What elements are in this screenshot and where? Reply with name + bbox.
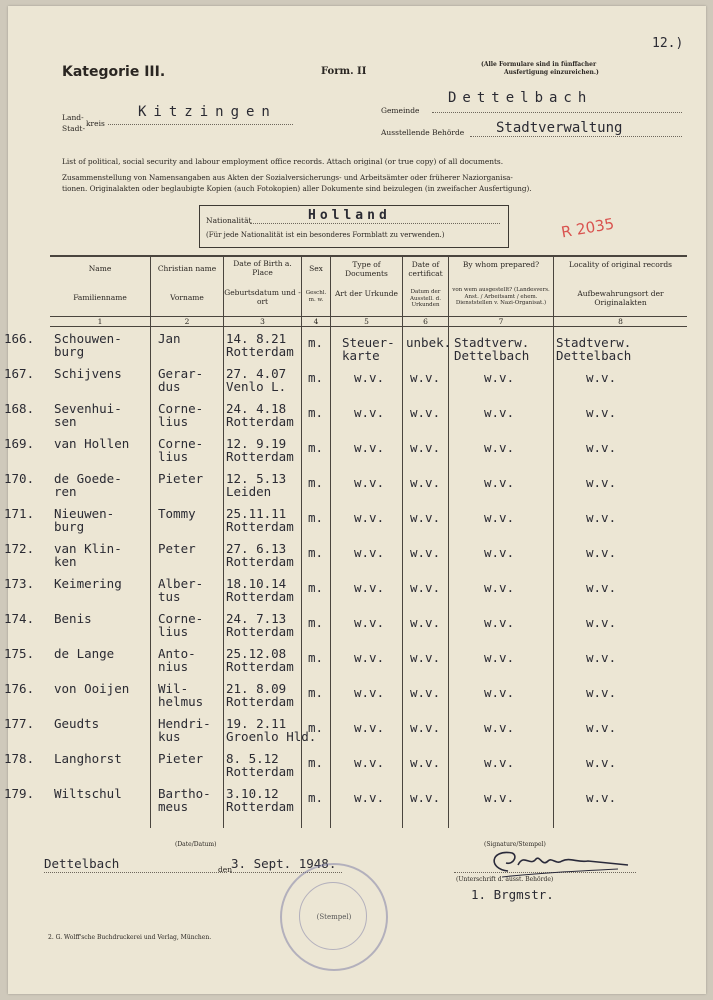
birth-place: Venlo L. — [226, 379, 287, 394]
first-name: Wil- — [158, 681, 189, 696]
family-name: Nieuwen- — [54, 506, 115, 521]
first-name: Tommy — [158, 506, 196, 521]
sex: m. — [308, 650, 324, 665]
page-number: 12.) — [652, 36, 684, 51]
prepared-by: w.v. — [484, 580, 515, 595]
family-name: von Ooijen — [54, 681, 130, 696]
family-name: Schouwen- — [54, 331, 122, 346]
certificate-date: w.v. — [410, 685, 441, 700]
first-name: Alber- — [158, 576, 204, 591]
table-row — [4, 436, 706, 472]
document-type: w.v. — [354, 510, 385, 525]
first-name: Hendri- — [158, 716, 211, 731]
archive-annotation: R 2035 — [559, 214, 616, 242]
col-loc-de: Aufbewahrungsort der Originalakten — [577, 289, 664, 307]
first-name-cont: meus — [158, 799, 189, 814]
row-number: 173. — [4, 576, 35, 591]
behoerde-line — [470, 136, 682, 137]
certificate-date: w.v. — [410, 510, 441, 525]
prepared-by: w.v. — [484, 615, 515, 630]
document-type: w.v. — [354, 440, 385, 455]
col-num-5: 5 — [364, 317, 369, 326]
table-top-border — [50, 255, 687, 257]
birth-place: Rotterdam — [226, 764, 294, 779]
birth-place: Rotterdam — [226, 589, 294, 604]
kreis-value: Kitzingen — [138, 104, 277, 120]
sex: m. — [308, 685, 324, 700]
certificate-date: w.v. — [410, 440, 441, 455]
col-by-de: von wem ausgestellt? (Landesvers. Anst. / Arbeitsamt / ehem. Dienststellen v. Nazi-Organisat.) — [452, 287, 550, 306]
sex: m. — [308, 615, 324, 630]
col-num-4: 4 — [313, 317, 319, 326]
prepared-by: w.v. — [484, 440, 515, 455]
birth-place: Groenlo Hld. — [226, 729, 317, 744]
instructions-german-1: Zusammenstellung von Namensangaben aus Akten der Sozialversicherungs- und Arbeitsämter oder früherer Naziorganisa- — [62, 173, 513, 182]
family-name: de Goede- — [54, 471, 122, 486]
birth-place: Rotterdam — [226, 449, 294, 464]
prepared-by: w.v. — [484, 475, 515, 490]
document-type: Steuer- — [342, 335, 395, 350]
prepared-by: w.v. — [484, 685, 515, 700]
family-name: Langhorst — [54, 751, 122, 766]
prepared-by: w.v. — [484, 650, 515, 665]
certificate-date: w.v. — [410, 580, 441, 595]
copies-note-1: (Alle Formulare sind in fünffacher — [481, 61, 597, 68]
col-birth-en: Date of Birth a. Place — [233, 259, 292, 277]
row-number: 175. — [4, 646, 35, 661]
sex: m. — [308, 370, 324, 385]
birth-date: 14. 8.21 — [226, 331, 287, 346]
first-name: Peter — [158, 541, 196, 556]
first-name: Pieter — [158, 471, 204, 486]
col-name-de: Familienname — [73, 293, 127, 302]
document-type: w.v. — [354, 370, 385, 385]
birth-date: 12. 5.13 — [226, 471, 287, 486]
birth-place: Rotterdam — [226, 554, 294, 569]
row-number: 168. — [4, 401, 35, 416]
table-row — [4, 401, 706, 437]
sex: m. — [308, 720, 324, 735]
family-name-cont: ken — [54, 554, 77, 569]
first-name: Anto- — [158, 646, 196, 661]
record-locality: w.v. — [586, 615, 617, 630]
certificate-date: w.v. — [410, 405, 441, 420]
family-name: de Lange — [54, 646, 115, 661]
sex: m. — [308, 475, 324, 490]
row-number: 171. — [4, 506, 35, 521]
column-number-divider — [50, 326, 687, 327]
document-type: w.v. — [354, 650, 385, 665]
record-locality: w.v. — [586, 545, 617, 560]
col-loc-en: Locality of original records — [568, 260, 673, 269]
row-number: 178. — [4, 751, 35, 766]
printer-imprint: 2. G. Wolff'sche Buchdruckerei und Verlag, München. — [48, 934, 212, 941]
birth-date: 25.11.11 — [226, 506, 287, 521]
row-number: 179. — [4, 786, 35, 801]
footer-place: Dettelbach — [44, 856, 120, 871]
prepared-by: w.v. — [484, 545, 515, 560]
signature-label: (Signature/Stempel) — [484, 841, 546, 848]
first-name: Pieter — [158, 751, 204, 766]
sex: m. — [308, 755, 324, 770]
first-name-cont: helmus — [158, 694, 204, 709]
signer-label: (Unterschrift d. ausst. Behörde) — [456, 876, 554, 883]
col-num-6: 6 — [423, 317, 428, 326]
table-row — [4, 366, 706, 402]
family-name: Geudts — [54, 716, 100, 731]
family-name: van Klin- — [54, 541, 122, 556]
birth-place: Leiden — [226, 484, 272, 499]
col-num-1: 1 — [97, 317, 103, 326]
official-stamp — [280, 863, 388, 971]
prepared-by: w.v. — [484, 790, 515, 805]
record-locality: w.v. — [586, 405, 617, 420]
prepared-by: w.v. — [484, 755, 515, 770]
col-first-de: Vorname — [170, 293, 204, 302]
col-num-8: 8 — [618, 317, 623, 326]
document-type: w.v. — [354, 405, 385, 420]
birth-date: 19. 2.11 — [226, 716, 287, 731]
nationality-value: Holland — [308, 208, 391, 223]
table-row — [4, 716, 706, 752]
birth-place: Rotterdam — [226, 799, 294, 814]
table-row — [4, 786, 706, 822]
prepared-by: w.v. — [484, 720, 515, 735]
nationality-line — [250, 223, 500, 224]
sex: m. — [308, 510, 324, 525]
sex: m. — [308, 545, 324, 560]
row-number: 172. — [4, 541, 35, 556]
first-name-cont: dus — [158, 379, 181, 394]
certificate-date: w.v. — [410, 545, 441, 560]
sex: m. — [308, 580, 324, 595]
table-row — [4, 541, 706, 577]
first-name-cont: nius — [158, 659, 189, 674]
record-locality: w.v. — [586, 685, 617, 700]
table-row — [4, 506, 706, 542]
document-type: w.v. — [354, 580, 385, 595]
document-type: w.v. — [354, 685, 385, 700]
certificate-date: w.v. — [410, 370, 441, 385]
family-name: Sevenhui- — [54, 401, 122, 416]
col-num-3: 3 — [260, 317, 265, 326]
first-name: Corne- — [158, 401, 204, 416]
family-name: Wiltschul — [54, 786, 122, 801]
document-type: w.v. — [354, 475, 385, 490]
birth-date: 3.10.12 — [226, 786, 279, 801]
row-number: 167. — [4, 366, 35, 381]
col-name-en: Name — [88, 264, 112, 273]
family-name-cont: sen — [54, 414, 77, 429]
first-name-cont: kus — [158, 729, 181, 744]
record-locality-cont: Dettelbach — [556, 348, 632, 363]
first-name-cont: lius — [158, 624, 189, 639]
birth-place: Rotterdam — [226, 344, 294, 359]
sex: m. — [308, 335, 324, 350]
sex: m. — [308, 405, 324, 420]
family-name: Benis — [54, 611, 92, 626]
birth-place: Rotterdam — [226, 694, 294, 709]
document-type: w.v. — [354, 790, 385, 805]
certificate-date: w.v. — [410, 615, 441, 630]
stadt-label: Stadt- — [62, 124, 85, 133]
family-name-cont: burg — [54, 519, 85, 534]
prepared-by: w.v. — [484, 405, 515, 420]
birth-date: 18.10.14 — [226, 576, 287, 591]
place-line — [44, 872, 227, 873]
record-locality: Stadtverw. — [556, 335, 632, 350]
first-name: Jan — [158, 331, 181, 346]
table-row — [4, 471, 706, 507]
document-type-cont: karte — [342, 348, 380, 363]
record-locality: w.v. — [586, 755, 617, 770]
family-name: Schijvens — [54, 366, 122, 381]
birth-place: Rotterdam — [226, 519, 294, 534]
document-type: w.v. — [354, 755, 385, 770]
kreis-line — [108, 124, 293, 125]
table-row — [4, 681, 706, 717]
birth-date: 8. 5.12 — [226, 751, 279, 766]
behoerde-value: Stadtverwaltung — [496, 120, 623, 136]
birth-date: 12. 9.19 — [226, 436, 287, 451]
record-locality: w.v. — [586, 720, 617, 735]
col-sex-en: Sex — [309, 264, 323, 273]
first-name: Gerar- — [158, 366, 204, 381]
record-locality: w.v. — [586, 510, 617, 525]
record-locality: w.v. — [586, 790, 617, 805]
row-number: 174. — [4, 611, 35, 626]
birth-date: 24. 4.18 — [226, 401, 287, 416]
table-row — [4, 576, 706, 612]
col-sex-de: Geschl. m. w. — [305, 290, 327, 303]
form-label: Form. II — [321, 66, 367, 77]
family-name-cont: ren — [54, 484, 77, 499]
table-row — [4, 646, 706, 682]
col-doc-de: Art der Urkunde — [335, 289, 398, 298]
first-name: Corne- — [158, 436, 204, 451]
sex: m. — [308, 790, 324, 805]
col-cert-de: Datum der Ausstell. d. Urkunden — [410, 289, 441, 308]
first-name: Bartho- — [158, 786, 211, 801]
certificate-date: unbek. — [406, 335, 452, 350]
birth-date: 25.12.08 — [226, 646, 287, 661]
col-num-2: 2 — [184, 317, 190, 326]
certificate-date: w.v. — [410, 650, 441, 665]
row-number: 170. — [4, 471, 35, 486]
record-locality: w.v. — [586, 580, 617, 595]
col-num-7: 7 — [498, 317, 504, 326]
row-number: 169. — [4, 436, 35, 451]
birth-place: Rotterdam — [226, 659, 294, 674]
first-name-cont: tus — [158, 589, 181, 604]
gemeinde-value: Dettelbach — [448, 90, 593, 106]
row-number: 176. — [4, 681, 35, 696]
record-locality: w.v. — [586, 370, 617, 385]
prepared-by: w.v. — [484, 510, 515, 525]
den-label: den — [218, 865, 233, 874]
certificate-date: w.v. — [410, 755, 441, 770]
family-name-cont: burg — [54, 344, 85, 359]
certificate-date: w.v. — [410, 790, 441, 805]
col-by-en: By whom prepared? — [462, 260, 540, 269]
prepared-by-cont: Dettelbach — [454, 348, 530, 363]
first-name-cont: lius — [158, 414, 189, 429]
signer-title: 1. Brgmstr. — [471, 887, 554, 902]
birth-date: 21. 8.09 — [226, 681, 287, 696]
table-row — [4, 331, 706, 367]
instructions-german-2: tionen. Originalakten oder beglaubigte Kopien (auch Fotokopien) aller Dokumente sind beizulegen (in zweifacher Ausfertigung). — [62, 184, 532, 193]
prepared-by: Stadtverw. — [454, 335, 530, 350]
birth-place: Rotterdam — [226, 624, 294, 639]
family-name: van Hollen — [54, 436, 130, 451]
col-cert-en: Date of certificat — [408, 260, 443, 278]
col-birth-de: Geburtsdatum und -ort — [224, 288, 301, 306]
document-type: w.v. — [354, 615, 385, 630]
birth-place: Rotterdam — [226, 414, 294, 429]
table-row — [4, 751, 706, 787]
col-first-en: Christian name — [157, 264, 217, 273]
nationality-note: (Für jede Nationalität ist ein besonderes Formblatt zu verwenden.) — [206, 231, 445, 239]
row-number: 177. — [4, 716, 35, 731]
instructions-english: List of political, social security and labour employment office records. Attach original (or true copy) of all documents. — [62, 157, 504, 166]
certificate-date: w.v. — [410, 720, 441, 735]
behoerde-label: Ausstellende Behörde — [381, 128, 465, 137]
document-type: w.v. — [354, 720, 385, 735]
prepared-by: w.v. — [484, 370, 515, 385]
table-row — [4, 611, 706, 647]
birth-date: 27. 4.07 — [226, 366, 287, 381]
record-locality: w.v. — [586, 650, 617, 665]
first-name: Corne- — [158, 611, 204, 626]
row-number: 166. — [4, 331, 35, 346]
copies-note-2: Ausfertigung einzureichen.) — [504, 69, 599, 76]
first-name-cont: lius — [158, 449, 189, 464]
col-doc-en: Type of Documents — [345, 260, 388, 278]
document-page — [4, 6, 706, 994]
sex: m. — [308, 440, 324, 455]
stamp-label: (Stempel) — [316, 913, 352, 921]
nationality-label: Nationalität — [206, 216, 252, 225]
gemeinde-line — [432, 112, 682, 113]
gemeinde-label: Gemeinde — [381, 106, 420, 115]
birth-date: 24. 7.13 — [226, 611, 287, 626]
footer-date: 3. Sept. 1948. — [231, 856, 337, 871]
family-name: Keimering — [54, 576, 122, 591]
date-label: (Date/Datum) — [175, 841, 217, 848]
document-type: w.v. — [354, 545, 385, 560]
birth-date: 27. 6.13 — [226, 541, 287, 556]
record-locality: w.v. — [586, 440, 617, 455]
kreis-label: kreis — [86, 119, 105, 128]
category-title: Kategorie III. — [62, 64, 166, 80]
certificate-date: w.v. — [410, 475, 441, 490]
record-locality: w.v. — [586, 475, 617, 490]
land-label: Land- — [62, 113, 84, 122]
